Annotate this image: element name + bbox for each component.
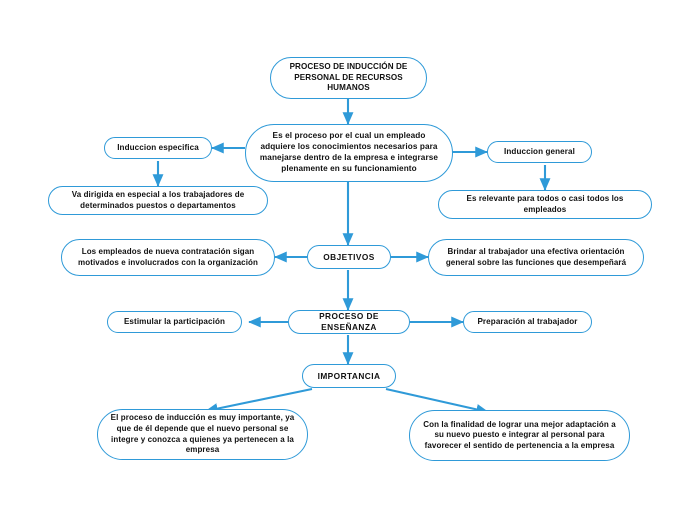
node-definition[interactable] [245,124,453,182]
node-proceso-ensenanza[interactable] [288,310,410,334]
node-importancia-izquierda[interactable] [97,409,308,460]
connector-importancia-to-der [386,389,488,412]
node-induccion-especifica-label: Induccion especifica [117,142,199,152]
node-induccion-general-detalle[interactable] [438,190,652,219]
node-root[interactable] [270,57,427,99]
node-root-label: PROCESO DE INDUCCIÓN DE PERSONAL DE RECURSOS HUMANOS [289,61,408,93]
node-proceso-izquierda-label: Estimular la participación [123,316,226,326]
node-proceso-derecha[interactable] [463,311,592,333]
node-objetivos-izquierda-label: Los empleados de nueva contratación sigan motivados e involucrados con la organización [78,246,258,267]
node-induccion-general-detalle-label: Es relevante para todos o casi todos los empleados [466,193,624,214]
node-induccion-especifica-detalle[interactable] [48,186,268,215]
node-proceso-derecha-label: Preparación al trabajador [477,316,578,326]
node-proceso-ensenanza-label: PROCESO DE ENSEÑANZA [319,311,379,332]
node-proceso-izquierda[interactable] [107,311,242,333]
node-objetivos-label: OBJETIVOS [323,251,375,262]
node-induccion-especifica[interactable] [104,137,212,159]
node-importancia-label: IMPORTANCIA [317,370,381,381]
node-objetivos-derecha-label: Brindar al trabajador una efectiva orientación general sobre las funciones que desempeñará [445,246,627,267]
node-importancia-derecha[interactable] [409,410,630,461]
node-definition-label: Es el proceso por el cual un empleado adquiere los conocimientos necesarios para manejarse dentro de la empresa e integrarse plenamente en su funcionamiento [259,131,439,173]
node-induccion-especifica-detalle-label: Va dirigida en especial a los trabajadores de determinados puestos o departamentos [71,189,245,210]
connector-importancia-to-izq [206,389,312,411]
node-objetivos-izquierda[interactable] [61,239,275,276]
node-importancia-izquierda-label: El proceso de inducción es muy importante, ya que de él depende que el nuevo personal se integre y conozca a quienes ya pertenecen a la empresa [110,413,295,455]
node-importancia-derecha-label: Con la finalidad de lograr una mejor adaptación a su nuevo puesto e integrar al personal para favorecer el sentido de pertenencia a la empresa [423,419,616,450]
node-induccion-general[interactable] [487,141,592,163]
node-objetivos-derecha[interactable] [428,239,644,276]
node-importancia[interactable] [302,364,396,388]
node-objetivos[interactable] [307,245,391,269]
node-induccion-general-label: Induccion general [504,146,575,156]
